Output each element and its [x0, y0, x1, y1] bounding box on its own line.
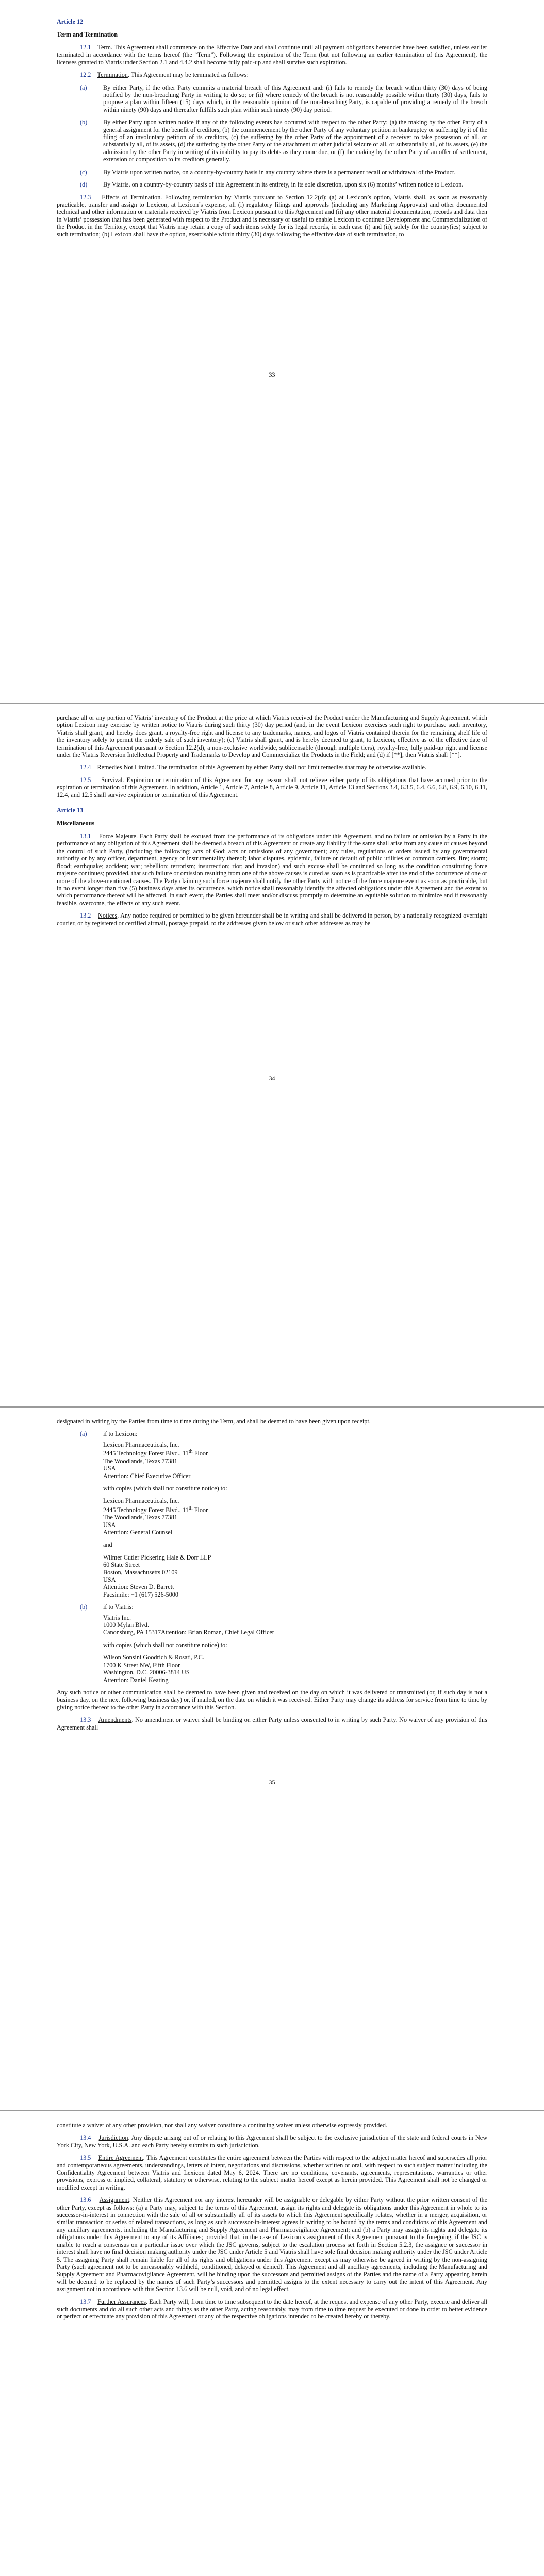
- section-text: . Any dispute arising out of or relating to this Agreement shall be subject to the exclusive jurisdiction of the state and federal courts in New York City, New York, U.S.A. and each Party hereby submits to such jurisdiction.: [57, 2134, 487, 2149]
- section-text: . This Agreement may be terminated as follows:: [127, 71, 249, 79]
- clause-label: (a): [80, 1430, 87, 1438]
- address-line: Wilson Sonsini Goodrich & Rosati, P.C.: [103, 1654, 204, 1662]
- section-heading: Survival: [101, 776, 123, 784]
- section-number: 12.4: [80, 764, 91, 771]
- section-text: . Following termination by Viatris pursuant to Section 12.2(d): (a) at Lexicon’s option, Viatris shall, as soon as reasonably practicable, transfer and assign to Lexicon, at Lexicon’s expense, all (i) regulatory filings and approvals (including any Marketing Approvals) and other documented technical and other information or materials received by Viatris from Lexicon pursuant to this Agreement and (ii) any other material documentation, records and data then in Viatris’ possession that has been generated with respect to the Product and is necessary or useful to enable Lexicon to continue Development and Commercialization of the Product in the Territory, except that Viatris may retain a copy of such items solely for its legal records, in each case (i) and (ii), solely for the country(ies) subject to such termination; (b) Lexicon shall have the option, exercisable within thirty (30) days following the effective date of such termination, to: [57, 193, 487, 238]
- address-line: Canonsburg, PA 15317Attention: Brian Roman, Chief Legal Officer: [103, 1629, 274, 1636]
- section-number: 12.2: [80, 71, 91, 79]
- address-line: USA: [103, 1465, 116, 1472]
- section-heading: Notices: [98, 912, 118, 920]
- address-line: USA: [103, 1521, 116, 1529]
- section-12-1: [57, 44, 487, 66]
- address-line: Wilmer Cutler Pickering Hale & Dorr LLP: [103, 1553, 211, 1561]
- section-13-1: [57, 833, 487, 907]
- continued-text: designated in writing by the Parties from time to time during the Term, and shall be deemed to have been given upon receipt.: [57, 1418, 371, 1425]
- clause-label: (c): [80, 168, 87, 176]
- copy-note: with copies (which shall not constitute notice) to:: [103, 1484, 227, 1492]
- section-13-6: [57, 2196, 487, 2293]
- section-13-4: [57, 2134, 487, 2149]
- section-number: 12.3: [80, 193, 91, 201]
- section-text: . The termination of this Agreement by either Party shall not limit remedies that may be otherwise available.: [154, 764, 426, 771]
- section-number: 13.1: [80, 833, 91, 840]
- document-page-35: [0, 1408, 544, 2111]
- address-line: 2445 Technology Forest Blvd., 11th Floor: [103, 1449, 208, 1458]
- section-text: . No amendment or waiver shall be binding on either Party unless consented to in writing by such Party. No waiver of any provision of this Agreement shall: [57, 1716, 488, 1731]
- section-text: . Neither this Agreement nor any interest hereunder will be assignable or delegable by either Party without the prior written consent of the other Party, except as follows: (a) a Party may, subject to the terms of this Agreement, assign its rights and delegate its obligations under this Agreement in whole to its successor-in-interest in connection with the sale of all or substantially all of its assets to which this Agreement specifically relates, whether in a merger, acquisition, or similar transaction or series of related transactions, as long as such successor-in-interest agrees in writing to be bound by the terms and conditions of this Agreement and any ancillary agreements, including the Manufacturing and Supply Agreement and Pharmacovigilance Agreement; and (b) a Party may assign its rights and delegate its obligations under this Agreement to any of its Affiliates; provided that, in the case of Lexicon’s assignment of this Agreement pursuant to the foregoing, if the JSC is unable to reach a consensus on a particular issue over which the JSC governs, subject to the escalation process set forth in Section 5.2.3, the assignee or successor in interest shall have no final decision making authority under the JSC under Article 5 and Viatris shall have sole final decision making authority under the JSC under Article 5. The assigning Party shall remain liable for all of its rights and obligations under this Agreement except as may otherwise be agreed in writing by the non-assigning Party (such agreement not to be unreasonably withheld, conditioned, delayed or denied). This Agreement and all ancillary agreements, including the Manufacturing and Supply Agreement and Pharmacovigilance Agreement, will be binding upon the successors and permitted assigns of the Parties and the name of a Party appearing herein will be deemed to be replaced by the names of such Party’s successors and permitted assigns to the extent necessary to carry out the intent of this Agreement. Any assignment not in accordance with this Section 13.6 will be null, void, and of no legal effect.: [57, 2196, 487, 2293]
- clause-text: By Viatris, on a country-by-country basis of this Agreement in its entirety, in its sole discretion, upon six (6) months’ written notice to Lexicon.: [103, 181, 464, 189]
- section-number: 13.6: [80, 2196, 91, 2204]
- address-attention: Attention: Chief Executive Officer: [103, 1472, 191, 1480]
- section-number: 12.1: [80, 44, 91, 51]
- page-number: 35: [269, 1778, 275, 1786]
- clause-label: (b): [80, 118, 88, 126]
- continued-text: purchase all or any portion of Viatris’ inventory of the Product at the price at which Viatris received the Product under the Manufacturing and Supply Agreement, which option Lexicon may exercise by written notice to Viatris during such thirty (30) day period (and, in the event Lexicon exercises such right to purchase such inventory, Viatris shall grant, and hereby does grant, a royalty-free right and license to any trademarks, names, and logos of Viatris contained therein for the remaining shelf life of the inventory solely to permit the orderly sale of such inventory); (c) Viatris shall grant, and is hereby deemed to grant, to Lexicon, effective as of the effective date of termination of this Agreement pursuant to Section 12.2(d), a non-exclusive worldwide, sublicensable (through multiple tiers), royalty-free, fully paid-up right and license under the Viatris Reversion Intellectual Property and Trademarks to Develop and Commercialize the Products in the Field; and (d) if [**], then Viatris shall [**].: [57, 714, 487, 759]
- clause-text: By either Party, if the other Party commits a material breach of this Agreement and: (i) fails to remedy the breach within thirty (30) days of being notified by the non-breaching Party in writing to do so; or (ii) where remedy of the breach is not reasonably possible within thirty (30) days, fails to propose a plan within fifteen (15) days which, in the reasonable opinion of the non-breaching Party, is capable of providing a remedy of the breach within ninety (90) days and thereafter fulfills such plan within such ninety (90) day period.: [103, 83, 487, 113]
- page-number: 34: [269, 1075, 275, 1082]
- section-number: 13.2: [80, 912, 91, 920]
- address-line: 60 State Street: [103, 1561, 140, 1569]
- section-text: . Expiration or termination of this Agreement for any reason shall not relieve either party of its obligations that have accrued prior to the expiration or termination of this Agreement. In addition, Article 1, Article 7, Article 8, Article 9, Article 11, Article 13 and Sections 3.4, 6.3.5, 6.4, 6.6, 6.8, 6.9, 6.10, 6.11, 12.4, and 12.5 shall survive expiration or termination of this Agreement.: [57, 776, 488, 799]
- address-line: USA: [103, 1576, 116, 1584]
- section-number: 13.7: [80, 2298, 91, 2306]
- section-heading: Effects of Termination: [102, 193, 161, 201]
- continued-text: constitute a waiver of any other provision, nor shall any waiver constitute a continuing waiver unless otherwise expressly provided.: [57, 2122, 388, 2129]
- section-heading: Amendments: [98, 1716, 132, 1724]
- section-heading: Force Majeure: [98, 833, 137, 840]
- section-13-2: [57, 912, 487, 927]
- section-text: . Any notice required or permitted to be given hereunder shall be in writing and shall be delivered in person, by a nationally recognized overnight courier, or by registered or certified airmail, postage prepaid, to the addresses given below or such other addresses as may be: [57, 912, 487, 927]
- clause-text: By either Party upon written notice if any of the following events has occurred with respect to the other Party: (a) the making by the other Party of a general assignment for the benefit of creditors, (b) the commencement by the other Party of any voluntary petition in bankruptcy or suffering by it of the filing of an involuntary petition of its creditors, (c) the suffering by the other Party of the appointment of a receiver to take possession of all, or substantially all, of its assets, (d) the suffering by the other Party of the attachment or other judicial seizure of all, or substantially all, of its assets, (e) the admission by the other Party in writing of its inability to pay its debts as they come due, or (f) the making by the other Party of an offer of settlement, extension or composition to its creditors generally.: [103, 118, 487, 163]
- address-fax: Facsimile: +1 (617) 526-5000: [103, 1590, 178, 1598]
- clause-text: By Viatris upon written notice, on a country-by-country basis in any country where there is a permanent recall or withdrawal of the Product.: [103, 168, 456, 176]
- section-number: 13.5: [80, 2154, 91, 2162]
- clause-label: (a): [80, 83, 87, 91]
- section-12-4: [57, 764, 487, 771]
- section-13-5: [57, 2154, 487, 2191]
- clause-12-2-a: [80, 84, 487, 114]
- section-heading: Assignment: [99, 2196, 129, 2204]
- section-12-5: [57, 776, 487, 799]
- clause-12-2-c: [80, 168, 487, 176]
- address-line: 2445 Technology Forest Blvd., 11th Floor: [103, 1505, 208, 1514]
- address-line: The Woodlands, Texas 77381: [103, 1457, 177, 1465]
- section-13-7: [57, 2298, 487, 2320]
- section-text: . Each Party shall be excused from the performance of its obligations under this Agreement, and no failure or omission by a Party in the performance of any obligation of this Agreement shall be deemed a breach of this Agreement or create any liability if the same shall arise from any cause or causes beyond the control of such Party, (including the following: acts of God; acts or omissions of any government; any rules, regulations or orders issued by any governmental authority or by any officer, department, agency or instrumentality thereof; labor disputes, epidemic, failure or default of public utilities or common carriers, fire; storm; flood; earthquake; accident; war; rebellion; terrorism; insurrection; riot; and invasion) and such excuse shall be continued so long as the condition constituting force majeure continues; provided, that such failure or omission resulting from one of the above causes is cured as soon as is practicable after the end of the occurrence of one or more of the above-mentioned causes. The Party claiming such force majeure shall notify the other Party with notice of the force majeure event as soon as practicable, but in no event longer than five (5) business days after its occurrence, which notice shall reasonably identify the affected obligations under this Agreement and the extent to which performance thereof will be affected. In such event, the Parties shall meet and/or discuss promptly to determine an equitable solution to minimize and if reasonably feasible, overcome, the effects of any such event.: [57, 833, 487, 907]
- clause-label: (d): [80, 181, 88, 189]
- notice-recipient-a: [80, 1430, 487, 1437]
- recipient-heading: if to Lexicon:: [103, 1430, 138, 1438]
- section-heading: Jurisdiction: [98, 2134, 128, 2142]
- address-line: Lexicon Pharmaceuticals, Inc.: [103, 1497, 179, 1505]
- address-line: Lexicon Pharmaceuticals, Inc.: [103, 1440, 179, 1448]
- section-number: 12.5: [80, 776, 91, 784]
- document-page-33: [0, 0, 544, 703]
- section-number: 13.4: [80, 2134, 91, 2142]
- clause-12-2-b: [80, 118, 487, 163]
- section-12-2: [57, 71, 487, 78]
- address-line: Viatris Inc.: [103, 1614, 131, 1621]
- section-heading: Entire Agreement: [98, 2154, 143, 2162]
- section-12-3: [57, 194, 487, 238]
- viatris-address: [103, 1614, 487, 1684]
- article-12-title: Term and Termination: [57, 31, 118, 38]
- address-attention: Attention: General Counsel: [103, 1529, 173, 1536]
- copy-note: with copies (which shall not constitute notice) to:: [103, 1641, 227, 1649]
- article-13-number: Article 13: [57, 807, 84, 815]
- section-text: . Each Party will, from time to time subsequent to the date hereof, at the request and expense of any other Party, execute and deliver all such documents and do all such other acts and things as the other Party, acting reasonably, may from time to time request be executed or done in order to better evidence or perfect or effectuate any provision of this Agreement or any of the respective obligations intended to be created hereby or thereby.: [57, 2298, 488, 2320]
- page-number: 33: [269, 371, 275, 378]
- lexicon-address: [103, 1441, 487, 1598]
- recipient-heading: if to Viatris:: [103, 1603, 134, 1611]
- address-attention: Attention: Daniel Keating: [103, 1676, 169, 1684]
- address-line: 1700 K Street NW, Fifth Floor: [103, 1661, 180, 1669]
- article-12-number: Article 12: [57, 18, 84, 25]
- section-number: 13.3: [80, 1716, 91, 1724]
- address-attention: Attention: Steven D. Barrett: [103, 1583, 174, 1591]
- section-heading: Term: [97, 44, 111, 51]
- section-text: . This Agreement constitutes the entire agreement between the Parties with respect to the subject matter hereof and supersedes all prior and contemporaneous agreements, understandings, letters of intent, negotiations and discussions, whether written or oral, with respect to such subject matter including the Confidentiality Agreement between Viatris and Lexicon dated May 6, 2024. There are no conditions, covenants, agreements, representations, warranties or other provisions, express or implied, collateral, statutory or otherwise, relating to the subject matter hereof except as herein provided. This Agreement shall not be changed or modified except in writing.: [57, 2154, 488, 2191]
- section-text: . This Agreement shall commence on the Effective Date and shall continue until all payment obligations hereunder have been satisfied, unless earlier terminated in accordance with the terms hereof (the “Term”). Following the expiration of the Term (but not following an earlier termination of this Agreement), the licenses granted to Viatris under Section 2.1 and 4.4.2 shall become fully paid-up and shall survive such expiration.: [57, 44, 487, 66]
- section-13-3: [57, 1716, 487, 1731]
- article-13-title: Miscellaneous: [57, 820, 95, 827]
- section-heading: Further Assurances: [97, 2298, 146, 2306]
- address-line: Washington, D.C. 20006-3814 US: [103, 1669, 190, 1676]
- address-line: 1000 Mylan Blvd.: [103, 1621, 150, 1629]
- document-page-34: [0, 704, 544, 1407]
- section-heading: Remedies Not Limited: [97, 764, 155, 771]
- and-connector: and: [103, 1541, 112, 1549]
- clause-12-2-d: [80, 181, 487, 188]
- document-page-36: [0, 2111, 544, 2576]
- clause-label: (b): [80, 1603, 88, 1611]
- section-heading: Termination: [97, 71, 128, 79]
- notice-recipient-b: [80, 1603, 487, 1611]
- address-line: Boston, Massachusetts 02109: [103, 1568, 178, 1576]
- address-line: The Woodlands, Texas 77381: [103, 1514, 177, 1521]
- notice-effect-paragraph: Any such notice or other communication shall be deemed to have been given and received on the day on which it was delivered or transmitted (or, if such day is not a business day, on the next following business day) or, if mailed, on the date on which it was received. Either Party may change its address for service from time to time by giving notice thereof to the other Party in accordance with this Section.: [57, 1688, 487, 1711]
